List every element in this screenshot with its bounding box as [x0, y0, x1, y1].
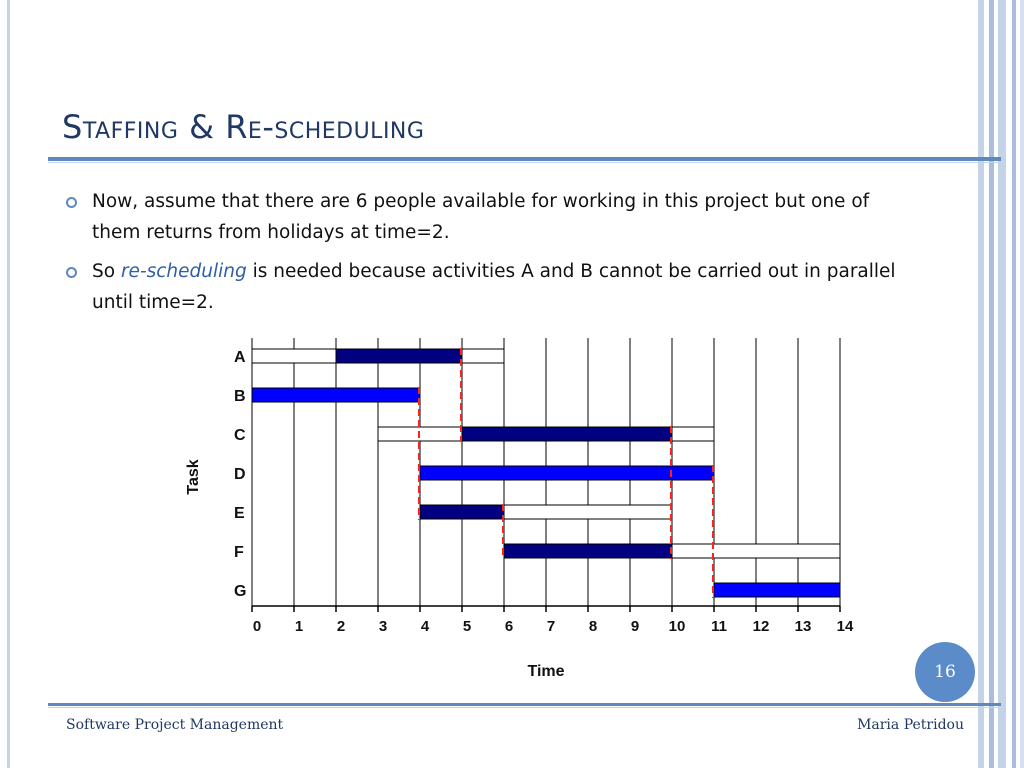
task-label: C: [234, 427, 246, 444]
x-tick-label: 6: [504, 618, 514, 635]
x-tick-label: 4: [420, 618, 430, 635]
bullet-circle-icon: [66, 267, 77, 278]
page-number-badge: 16: [915, 642, 975, 702]
task-bar: [252, 388, 420, 402]
x-tick-label: 2: [336, 618, 346, 635]
x-tick-label: 1: [294, 618, 304, 635]
task-label: B: [234, 388, 246, 405]
x-tick-label: 0: [252, 618, 262, 635]
bullet-item: [66, 256, 916, 318]
x-tick-label: 9: [630, 618, 640, 635]
bullet-text-pre: So: [92, 261, 121, 282]
x-tick-label: 7: [546, 618, 556, 635]
x-axis-title: Time: [527, 663, 565, 680]
slide-title: Staffing & Re-scheduling: [62, 108, 425, 146]
task-bar: [420, 466, 714, 480]
task-label: G: [234, 583, 247, 600]
x-tick-label: 8: [588, 618, 598, 635]
task-bar: [420, 505, 504, 519]
footer-author: Maria Petridou: [857, 717, 964, 733]
x-tick-label: 11: [711, 618, 727, 635]
task-bar: [504, 544, 672, 558]
task-label: E: [234, 505, 245, 522]
gantt-chart: [170, 330, 890, 690]
x-tick-label: 13: [794, 618, 812, 635]
task-label: D: [234, 466, 246, 483]
task-label: F: [234, 544, 244, 561]
task-label: A: [234, 349, 246, 366]
bullet-text-highlight: re-scheduling: [120, 261, 247, 282]
footer-divider: [48, 703, 1001, 706]
bullet-text: Now, assume that there are 6 people available for working in this project but one of them returns from holidays at time=2.: [92, 191, 870, 243]
right-decorative-stripes: [978, 0, 1024, 768]
x-tick-label: 14: [836, 618, 854, 635]
x-tick-label: 5: [462, 618, 472, 635]
title-divider-shadow: [48, 162, 1001, 163]
bullet-item: [66, 186, 916, 248]
bullet-list: [66, 186, 916, 326]
task-bar: [336, 349, 462, 363]
x-tick-label: 10: [668, 618, 686, 635]
footer-divider-shadow: [48, 707, 1001, 708]
footer-course-name: Software Project Management: [66, 717, 284, 733]
x-tick-label: 12: [752, 618, 770, 635]
bullet-text-post: is needed because activities A and B cannot be carried out in parallel until time=2.: [92, 261, 896, 313]
task-bar: [714, 583, 840, 597]
title-divider: [48, 157, 1001, 161]
left-decorative-rule: [7, 0, 10, 768]
y-axis-title: Task: [185, 459, 202, 495]
x-tick-label: 3: [378, 618, 388, 635]
task-bar: [462, 427, 672, 441]
bullet-circle-icon: [66, 197, 77, 208]
